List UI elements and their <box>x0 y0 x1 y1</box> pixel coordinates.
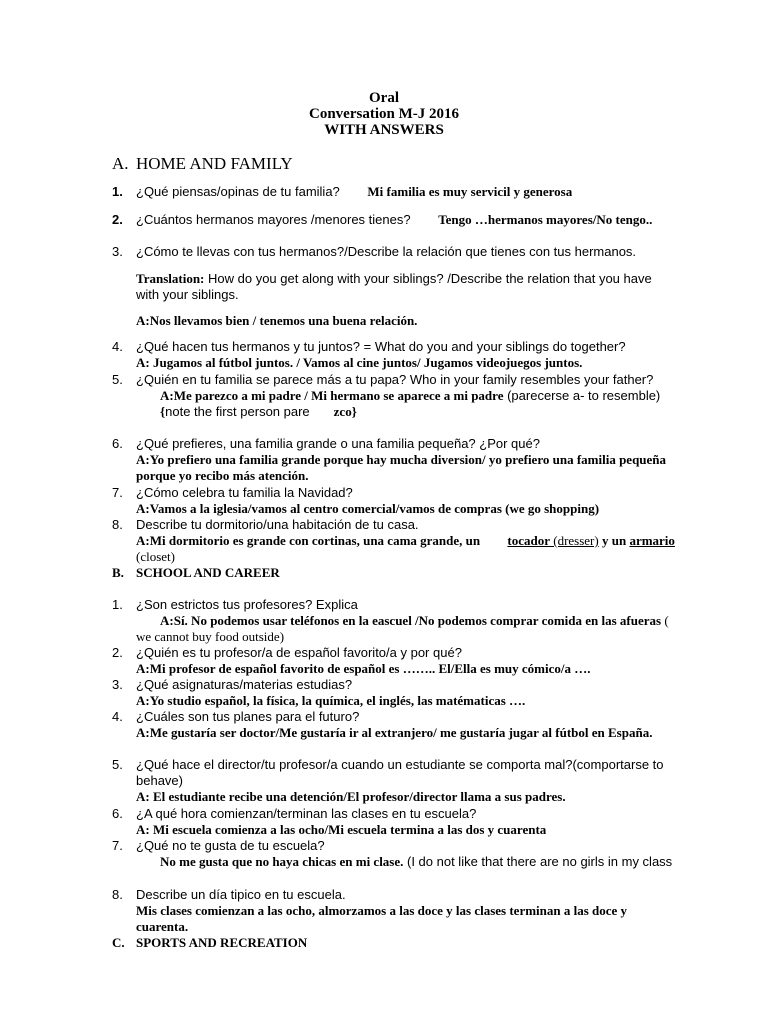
answer-text: y un <box>598 533 630 548</box>
answer-text: Tengo …hermanos mayores/No tengo.. <box>438 212 653 227</box>
item-number: 6. <box>112 806 123 821</box>
translation-text <box>136 271 676 303</box>
question-text: ¿Qué piensas/opinas de tu familia? <box>136 184 344 199</box>
list-item <box>112 887 682 935</box>
answer-text: A:Mi dormitorio es grande con cortinas, una cama grande, un <box>136 533 484 548</box>
list-item <box>112 244 682 260</box>
list-item <box>112 677 682 709</box>
item-number: 6. <box>112 436 123 451</box>
item-number: 1. <box>112 597 123 612</box>
question-text: ¿Quién en tu familia se parece más a tu papa? Who in your family resembles your father? <box>136 372 654 387</box>
translation-label: Translation: <box>136 271 205 286</box>
answer-note: note the first person pare <box>165 404 310 419</box>
item-number: 3. <box>112 244 123 259</box>
section-heading-home-family <box>112 154 293 174</box>
item-number: 4. <box>112 339 123 354</box>
list-item <box>112 339 682 371</box>
section-letter: A. <box>112 154 129 173</box>
vocab-armario: armario <box>629 533 675 548</box>
vocab-dresser: (dresser) <box>549 533 599 548</box>
list-item <box>112 645 682 677</box>
list-item <box>112 485 682 517</box>
list-item <box>112 597 682 645</box>
answer-text: A:Nos llevamos bien / tenemos una buena relación. <box>136 313 418 328</box>
question-text: ¿Cómo celebra tu familia la Navidad? <box>136 485 353 500</box>
question-text: ¿Cómo te llevas con tus hermanos?/Describe la relación que tienes con tus hermanos. <box>136 244 637 259</box>
item-number: 3. <box>112 677 123 692</box>
item-number: 2. <box>112 645 123 660</box>
question-text: ¿A qué hora comienzan/terminan las clases en tu escuela? <box>136 806 477 821</box>
list-item <box>112 212 682 228</box>
answer-text: A:Vamos a la iglesia/vamos al centro comercial/vamos de compras (we go shopping) <box>136 501 600 516</box>
answer-text: A:Mi profesor de español favorito de español es …….. El/Ella es muy cómico/a …. <box>136 661 591 676</box>
section-title: SCHOOL AND CAREER <box>136 565 280 580</box>
item-number: 5. <box>112 757 123 772</box>
answer-text: A:Sí. No podemos usar teléfonos en la eascuel /No podemos comprar comida en las afueras <box>160 613 662 628</box>
answer-text: No me gusta que no haya chicas en mi clase. <box>160 854 404 869</box>
question-text: Describe tu dormitorio/una habitación de tu casa. <box>136 517 419 532</box>
list-item <box>112 806 682 838</box>
answer-note: (parecerse a- to resemble) <box>503 388 661 403</box>
answer-note-bold: zco} <box>333 404 357 419</box>
section-letter: B. <box>112 565 124 580</box>
vocab-closet: (closet) <box>136 549 175 564</box>
question-text: ¿Qué hace el director/tu profesor/a cuando un estudiante se comporta mal?(comportarse to behave) <box>136 757 664 788</box>
item-number: 8. <box>112 887 123 902</box>
answer-text: Mi familia es muy servicil y generosa <box>367 184 573 199</box>
item-number: 8. <box>112 517 123 532</box>
item-number: 1. <box>112 184 123 199</box>
item-number: 5. <box>112 372 123 387</box>
vocab-tocador: tocador <box>507 533 550 548</box>
answer-text: A: Jugamos al fútbol juntos. / Vamos al cine juntos/ Jugamos videojuegos juntos. <box>136 355 583 370</box>
list-item <box>112 838 682 870</box>
answer-text: A:Yo prefiero una familia grande porque hay mucha diversion/ yo prefiero una familia pequeña porque yo recibo más atención. <box>136 452 667 483</box>
doc-title-oral: Oral <box>369 90 399 106</box>
item-number: 2. <box>112 212 123 227</box>
answer-text: A:Me parezco a mi padre / Mi hermano se aparece a mi padre <box>160 388 504 403</box>
question-text: ¿Qué hacen tus hermanos y tu juntos? = What do you and your siblings do together? <box>136 339 626 354</box>
list-item <box>112 709 682 741</box>
list-item <box>112 757 682 805</box>
question-text: Describe un día tipico en tu escuela. <box>136 887 346 902</box>
answer-note: ( we cannot buy food outside) <box>136 613 669 644</box>
doc-title-answers: WITH ANSWERS <box>324 122 444 138</box>
answer-text: A: Mi escuela comienza a las ocho/Mi escuela termina a las dos y cuarenta <box>136 822 547 837</box>
section-heading-school-career <box>112 565 280 581</box>
answer-text: A:Me gustaría ser doctor/Me gustaría ir al extranjero/ me gustaría jugar al fútbol en España. <box>136 725 653 740</box>
question-text: ¿Qué asignaturas/materias estudias? <box>136 677 353 692</box>
answer-text: A: El estudiante recibe una detención/El profesor/director llama a sus padres. <box>136 789 566 804</box>
answer-note: (I do not like that there are no girls in my class <box>403 854 673 869</box>
item-number: 7. <box>112 838 123 853</box>
section-letter: C. <box>112 935 125 950</box>
question-text: ¿Qué prefieres, una familia grande o una familia pequeña? ¿Por qué? <box>136 436 540 451</box>
section-title: SPORTS AND RECREATION <box>136 935 308 950</box>
question-text: ¿Son estrictos tus profesores? Explica <box>136 597 358 612</box>
list-item <box>112 517 682 565</box>
answer-text: Mis clases comienzan a las ocho, almorzamos a las doce y las clases terminan a las doce y cuarenta. <box>136 903 628 934</box>
item-number: 4. <box>112 709 123 724</box>
section-title: HOME AND FAMILY <box>136 154 293 173</box>
answer-text: A:Yo studio español, la física, la química, el inglés, las matématicas …. <box>136 693 526 708</box>
item-number: 7. <box>112 485 123 500</box>
question-text: ¿Cuáles son tus planes para el futuro? <box>136 709 360 724</box>
list-item <box>112 372 682 420</box>
list-item <box>112 436 682 484</box>
question-text: ¿Quién es tu profesor/a de español favorito/a y por qué? <box>136 645 462 660</box>
doc-title-conversation: Conversation M-J 2016 <box>309 106 459 122</box>
section-heading-sports-recreation <box>112 935 307 951</box>
question-text: ¿Cuántos hermanos mayores /menores tienes? <box>136 212 415 227</box>
list-item <box>112 184 682 200</box>
translation-body: How do you get along with your siblings? /Describe the relation that you have with your siblings. <box>136 271 652 302</box>
question-text: ¿Qué no te gusta de tu escuela? <box>136 838 325 853</box>
note-brace: { <box>160 404 166 419</box>
